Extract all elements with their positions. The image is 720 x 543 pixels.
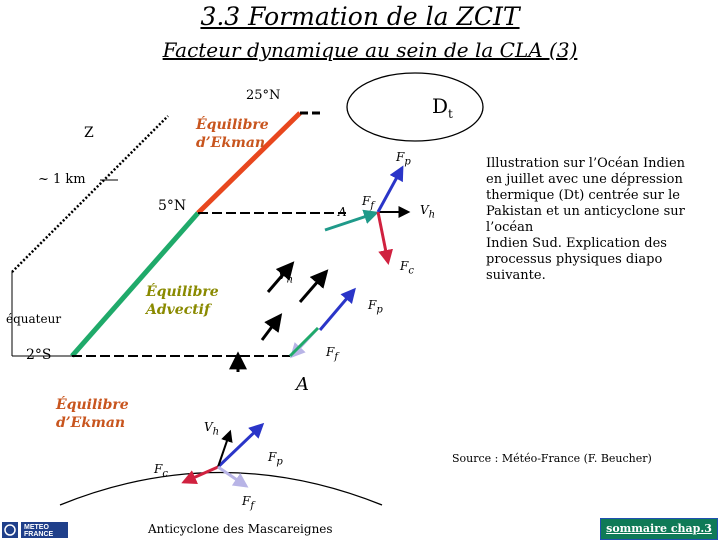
dt-letter: D: [432, 94, 449, 118]
ekman-top-line1: Équilibre: [196, 117, 269, 133]
ekman-top-label: [196, 116, 269, 152]
depression-ellipse: [347, 73, 483, 141]
ekman-bottom-label: [56, 396, 129, 432]
advectif-label: [146, 283, 219, 319]
lat-25n-label: 25°N: [246, 88, 281, 103]
spacer: [300, 112, 346, 213]
source-credit: Source : Météo-France (F. Beucher): [452, 452, 652, 465]
dt-label: [432, 94, 453, 121]
ff-bottom-arrow: [218, 467, 246, 486]
vh-upper-label: $V_h$: [420, 203, 436, 221]
svg-text:METEO: METEO: [24, 524, 49, 531]
fc-upper-arrow: [378, 212, 388, 262]
a-big-label: A: [296, 374, 309, 395]
z-axis-label: Z: [84, 125, 94, 141]
svg-text:FRANCE: FRANCE: [24, 531, 54, 538]
km-label: ~ 1 km: [38, 172, 86, 187]
ff-upper-arrow: [325, 213, 376, 230]
sommaire-button[interactable]: sommaire chap.3: [600, 518, 718, 540]
ff-upper-label: $F_f$: [362, 194, 375, 212]
anticyclone-arc: [60, 473, 382, 506]
fc-bottom-label: $F_c$: [154, 462, 168, 480]
fp-mid-arrow: [320, 290, 354, 330]
page-subtitle: Facteur dynamique au sein de la CLA (3): [162, 38, 578, 62]
ff-bottom-label: $F_f$: [242, 494, 255, 512]
a-upper-label: A: [338, 205, 347, 219]
advectif-line2: Advectif: [146, 302, 211, 318]
fp-bottom-label: $F_p$: [268, 450, 283, 468]
illustration-caption: Illustration sur l’Océan Indien en juillet avec une dépression thermique (Dt) centrée sur le Pakistan et un anticyclone sur l’océan Indien Sud. Explication des processus physiques diapo suivante.: [486, 156, 686, 283]
fc-upper-label: $F_c$: [400, 259, 414, 277]
dt-sub: t: [448, 107, 453, 121]
a-green-marker: [290, 328, 318, 356]
ekman-bottom-line2: d’Ekman: [56, 415, 126, 431]
fc-bottom-arrow: [184, 467, 218, 482]
vh-bottom-label: $V_h$: [204, 420, 220, 438]
page-title: 3.3 Formation de la ZCIT: [200, 2, 520, 31]
lat-5n-label: 5°N: [158, 198, 187, 214]
ekman-top-line2: d’Ekman: [196, 135, 266, 151]
wind-arrow-4: [300, 272, 326, 302]
vh-mid-label: $V_h$: [278, 268, 294, 286]
meteo-france-logo-icon: [2, 521, 68, 539]
advectif-line1: Équilibre: [146, 284, 219, 300]
fp-upper-arrow: [378, 168, 402, 212]
anticyclone-label: Anticyclone des Mascareignes: [148, 522, 333, 536]
ekman-bottom-line1: Équilibre: [56, 397, 129, 413]
ff-mid-label: $F_f$: [326, 345, 339, 363]
fp-mid-label: $F_p$: [368, 298, 383, 316]
meteo-france-logo: [2, 521, 68, 539]
fp-upper-label: $F_p$: [396, 150, 411, 168]
lat-2s-label: 2°S: [26, 347, 52, 363]
equator-label: équateur: [6, 312, 62, 326]
wind-arrow-2: [262, 316, 280, 340]
